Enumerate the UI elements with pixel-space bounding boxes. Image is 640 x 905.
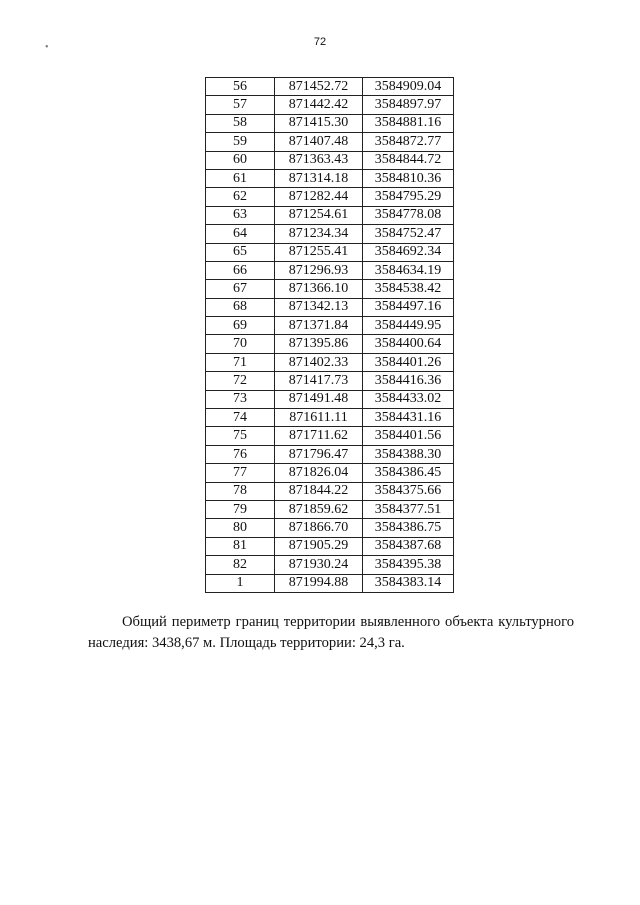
y-coordinate-cell: 3584386.75 xyxy=(363,519,454,537)
y-coordinate-cell: 3584844.72 xyxy=(363,151,454,169)
coordinates-table-body xyxy=(206,78,454,593)
point-number-cell: 73 xyxy=(206,390,275,408)
x-coordinate-cell: 871711.62 xyxy=(275,427,363,445)
y-coordinate-cell: 3584752.47 xyxy=(363,225,454,243)
point-number-cell: 77 xyxy=(206,464,275,482)
table-row xyxy=(206,464,454,482)
y-coordinate-cell: 3584431.16 xyxy=(363,409,454,427)
x-coordinate-cell: 871611.11 xyxy=(275,409,363,427)
y-coordinate-cell: 3584897.97 xyxy=(363,96,454,114)
x-coordinate-cell: 871866.70 xyxy=(275,519,363,537)
table-row xyxy=(206,500,454,518)
point-number-cell: 66 xyxy=(206,261,275,279)
table-row xyxy=(206,409,454,427)
point-number-cell: 81 xyxy=(206,537,275,555)
y-coordinate-cell: 3584909.04 xyxy=(363,78,454,96)
y-coordinate-cell: 3584388.30 xyxy=(363,445,454,463)
table-row xyxy=(206,225,454,243)
point-number-cell: 79 xyxy=(206,500,275,518)
y-coordinate-cell: 3584433.02 xyxy=(363,390,454,408)
point-number-cell: 70 xyxy=(206,335,275,353)
point-number-cell: 80 xyxy=(206,519,275,537)
y-coordinate-cell: 3584538.42 xyxy=(363,280,454,298)
x-coordinate-cell: 871363.43 xyxy=(275,151,363,169)
table-row xyxy=(206,335,454,353)
x-coordinate-cell: 871417.73 xyxy=(275,372,363,390)
point-number-cell: 82 xyxy=(206,556,275,574)
x-coordinate-cell: 871395.86 xyxy=(275,335,363,353)
point-number-cell: 78 xyxy=(206,482,275,500)
y-coordinate-cell: 3584795.29 xyxy=(363,188,454,206)
table-row xyxy=(206,114,454,132)
table-row xyxy=(206,298,454,316)
point-number-cell: 69 xyxy=(206,317,275,335)
point-number-cell: 57 xyxy=(206,96,275,114)
y-coordinate-cell: 3584416.36 xyxy=(363,372,454,390)
y-coordinate-cell: 3584497.16 xyxy=(363,298,454,316)
table-row xyxy=(206,427,454,445)
y-coordinate-cell: 3584377.51 xyxy=(363,500,454,518)
x-coordinate-cell: 871905.29 xyxy=(275,537,363,555)
y-coordinate-cell: 3584810.36 xyxy=(363,169,454,187)
table-row xyxy=(206,78,454,96)
page-number: 72 xyxy=(313,36,327,48)
point-number-cell: 1 xyxy=(206,574,275,592)
table-row xyxy=(206,243,454,261)
table-row xyxy=(206,280,454,298)
table-row xyxy=(206,169,454,187)
x-coordinate-cell: 871234.34 xyxy=(275,225,363,243)
point-number-cell: 58 xyxy=(206,114,275,132)
table-row xyxy=(206,574,454,592)
y-coordinate-cell: 3584449.95 xyxy=(363,317,454,335)
point-number-cell: 75 xyxy=(206,427,275,445)
y-coordinate-cell: 3584872.77 xyxy=(363,133,454,151)
x-coordinate-cell: 871930.24 xyxy=(275,556,363,574)
x-coordinate-cell: 871796.47 xyxy=(275,445,363,463)
y-coordinate-cell: 3584778.08 xyxy=(363,206,454,224)
y-coordinate-cell: 3584634.19 xyxy=(363,261,454,279)
x-coordinate-cell: 871859.62 xyxy=(275,500,363,518)
y-coordinate-cell: 3584400.64 xyxy=(363,335,454,353)
table-row xyxy=(206,445,454,463)
table-row xyxy=(206,206,454,224)
point-number-cell: 65 xyxy=(206,243,275,261)
point-number-cell: 76 xyxy=(206,445,275,463)
x-coordinate-cell: 871442.42 xyxy=(275,96,363,114)
table-row xyxy=(206,519,454,537)
point-number-cell: 64 xyxy=(206,225,275,243)
table-row xyxy=(206,317,454,335)
y-coordinate-cell: 3584881.16 xyxy=(363,114,454,132)
point-number-cell: 63 xyxy=(206,206,275,224)
table-row xyxy=(206,96,454,114)
point-number-cell: 67 xyxy=(206,280,275,298)
y-coordinate-cell: 3584401.26 xyxy=(363,353,454,371)
y-coordinate-cell: 3584383.14 xyxy=(363,574,454,592)
x-coordinate-cell: 871844.22 xyxy=(275,482,363,500)
x-coordinate-cell: 871296.93 xyxy=(275,261,363,279)
point-number-cell: 56 xyxy=(206,78,275,96)
table-row xyxy=(206,537,454,555)
table-row xyxy=(206,261,454,279)
point-number-cell: 68 xyxy=(206,298,275,316)
y-coordinate-cell: 3584387.68 xyxy=(363,537,454,555)
x-coordinate-cell: 871254.61 xyxy=(275,206,363,224)
point-number-cell: 62 xyxy=(206,188,275,206)
x-coordinate-cell: 871415.30 xyxy=(275,114,363,132)
summary-paragraph: Общий периметр границ территории выявленного объекта культурного наследия: 3438,67 м. Площадь территории: 24,3 га. xyxy=(88,614,574,651)
x-coordinate-cell: 871314.18 xyxy=(275,169,363,187)
scan-artifact: • xyxy=(45,42,49,53)
x-coordinate-cell: 871402.33 xyxy=(275,353,363,371)
y-coordinate-cell: 3584692.34 xyxy=(363,243,454,261)
table-row xyxy=(206,353,454,371)
x-coordinate-cell: 871994.88 xyxy=(275,574,363,592)
table-row xyxy=(206,188,454,206)
x-coordinate-cell: 871407.48 xyxy=(275,133,363,151)
x-coordinate-cell: 871371.84 xyxy=(275,317,363,335)
x-coordinate-cell: 871282.44 xyxy=(275,188,363,206)
x-coordinate-cell: 871342.13 xyxy=(275,298,363,316)
table-row xyxy=(206,372,454,390)
coordinates-table xyxy=(205,77,454,593)
table-row xyxy=(206,482,454,500)
x-coordinate-cell: 871255.41 xyxy=(275,243,363,261)
point-number-cell: 60 xyxy=(206,151,275,169)
table-row xyxy=(206,556,454,574)
x-coordinate-cell: 871452.72 xyxy=(275,78,363,96)
table-row xyxy=(206,133,454,151)
point-number-cell: 61 xyxy=(206,169,275,187)
point-number-cell: 59 xyxy=(206,133,275,151)
table-row xyxy=(206,390,454,408)
point-number-cell: 72 xyxy=(206,372,275,390)
y-coordinate-cell: 3584395.38 xyxy=(363,556,454,574)
x-coordinate-cell: 871826.04 xyxy=(275,464,363,482)
x-coordinate-cell: 871491.48 xyxy=(275,390,363,408)
x-coordinate-cell: 871366.10 xyxy=(275,280,363,298)
y-coordinate-cell: 3584401.56 xyxy=(363,427,454,445)
y-coordinate-cell: 3584386.45 xyxy=(363,464,454,482)
point-number-cell: 71 xyxy=(206,353,275,371)
table-row xyxy=(206,151,454,169)
y-coordinate-cell: 3584375.66 xyxy=(363,482,454,500)
point-number-cell: 74 xyxy=(206,409,275,427)
